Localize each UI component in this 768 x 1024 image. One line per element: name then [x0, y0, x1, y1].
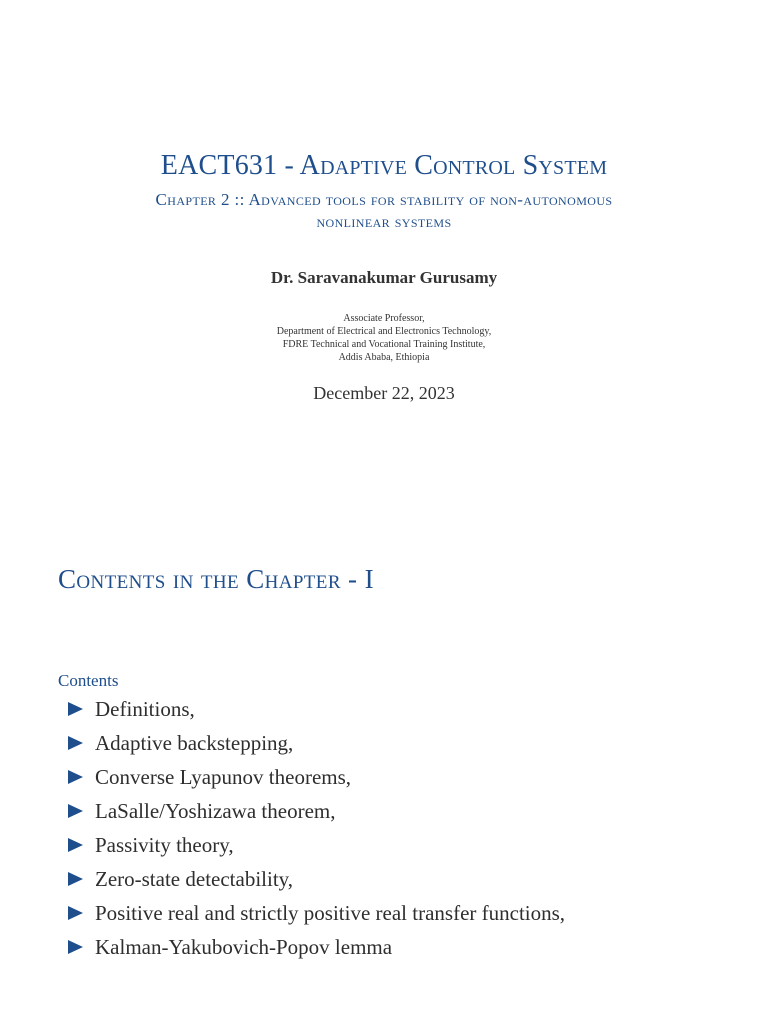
list-item: [68, 896, 565, 930]
triangle-bullet-icon: [68, 702, 83, 716]
triangle-bullet-icon: [68, 872, 83, 886]
list-item: [68, 726, 565, 760]
list-item: [68, 760, 565, 794]
triangle-bullet-icon: [68, 770, 83, 784]
list-item-text: Positive real and strictly positive real transfer functions,: [95, 901, 566, 925]
list-item-text: Kalman-Yakubovich-Popov lemma: [95, 935, 393, 959]
author-affiliation: [0, 312, 768, 364]
subtitle-line-2: nonlinear systems: [316, 212, 452, 231]
triangle-bullet-icon: [68, 804, 83, 818]
triangle-bullet-icon: [68, 838, 83, 852]
list-item-text: Passivity theory,: [95, 833, 234, 857]
contents-slide: [0, 540, 768, 1024]
block-title: Contents: [58, 671, 119, 690]
frame-title: Contents in the Chapter - I: [58, 564, 374, 594]
list-item: [68, 862, 565, 896]
list-item-text: Adaptive backstepping,: [95, 731, 294, 755]
affiliation-line: Addis Ababa, Ethiopia: [338, 352, 430, 363]
list-item-text: Definitions,: [95, 697, 195, 721]
list-item: [68, 828, 565, 862]
triangle-bullet-icon: [68, 906, 83, 920]
affiliation-line: Associate Professor,: [343, 313, 425, 324]
presentation-subtitle: [60, 189, 708, 233]
list-item: [68, 794, 565, 828]
triangle-bullet-icon: [68, 940, 83, 954]
list-item: [68, 692, 565, 726]
affiliation-line: Department of Electrical and Electronics Technology,: [276, 326, 492, 337]
list-item: [68, 930, 565, 964]
list-item-text: Zero-state detectability,: [95, 867, 294, 891]
title-slide: [0, 0, 768, 480]
presentation-date: December 22, 2023: [313, 383, 455, 403]
affiliation-line: FDRE Technical and Vocational Training Institute,: [282, 339, 486, 350]
list-item-text: LaSalle/Yoshizawa theorem,: [95, 799, 336, 823]
triangle-bullet-icon: [68, 736, 83, 750]
subtitle-line-1: Chapter 2 :: Advanced tools for stability of non-autonomous: [155, 190, 613, 209]
contents-list: [68, 692, 565, 964]
author-name: Dr. Saravanakumar Gurusamy: [270, 268, 498, 287]
presentation-title: EACT631 - Adaptive Control System: [160, 150, 608, 181]
list-item-text: Converse Lyapunov theorems,: [95, 765, 352, 789]
